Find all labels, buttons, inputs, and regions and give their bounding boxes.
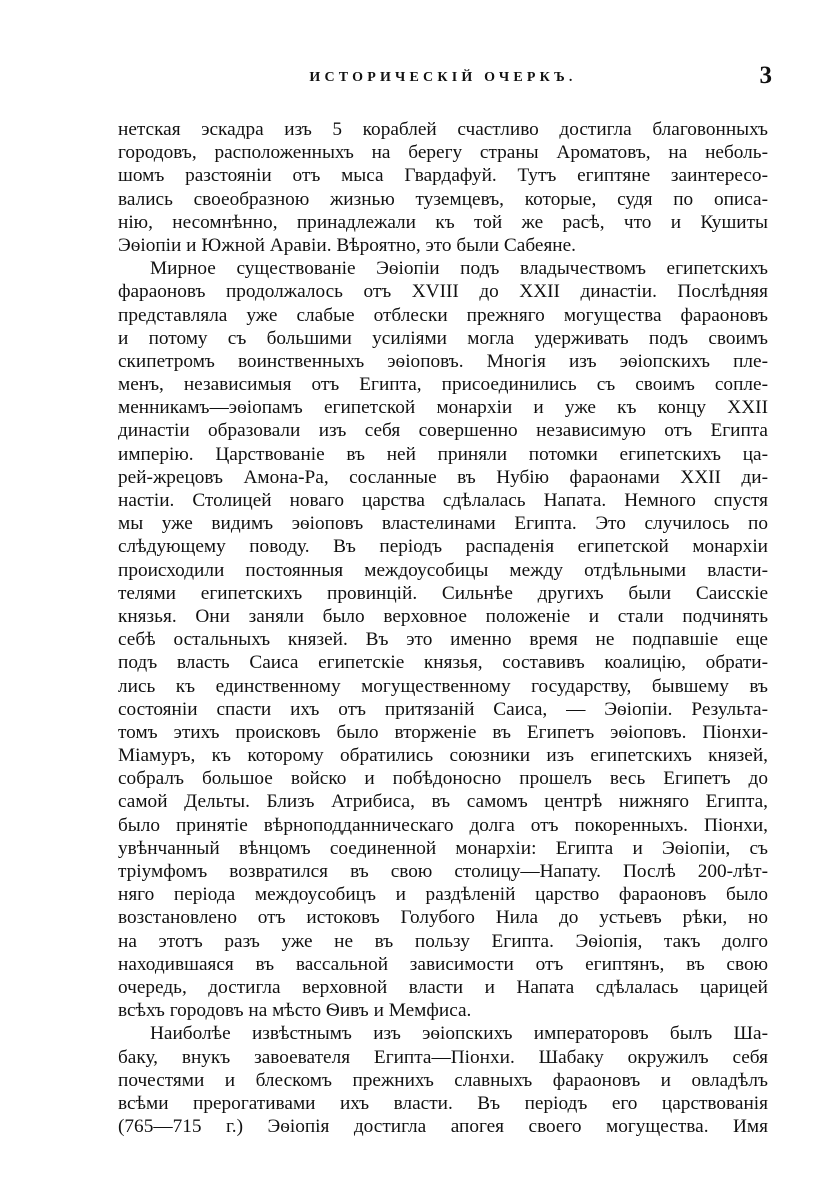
- text-line: тріумфомъ возвратился въ свою столицу—Напату. Послѣ 200-лѣт-: [118, 861, 768, 882]
- text-line: возстановлено отъ истоковъ Голубого Нила до устьевъ рѣки, но: [118, 907, 768, 929]
- text-line: лись къ единственному могущественному государству, бывшему въ: [118, 675, 768, 697]
- text-line: всѣхъ городовъ на мѣсто Ѳивъ и Мемфиса.: [118, 1000, 472, 1022]
- text-line: баку, внукъ завоевателя Египта—Піонхи. Шабаку окружилъ себя: [118, 1046, 768, 1068]
- page-header: [118, 62, 772, 98]
- body-text: [118, 118, 768, 1138]
- text-line: почестями и блескомъ прежнихъ славныхъ фараоновъ и овладѣлъ: [118, 1069, 768, 1091]
- text-line: рей-жрецовъ Амона-Ра, сосланные въ Нубію фараонами XXII ди-: [118, 466, 768, 488]
- text-line: нію, несомнѣнно, принадлежали къ той же расѣ, что и Кушиты: [118, 211, 768, 233]
- text-line: вались своеобразною жизнью туземцевъ, которые, судя по описа-: [118, 188, 768, 210]
- text-line: очередь, достигла верховной власти и Напата сдѣлалась царицей: [118, 976, 768, 998]
- text-line: менъ, независимыя отъ Египта, присоединились съ своимъ сопле-: [118, 374, 768, 396]
- text-line: представляла уже слабые отблески прежняго могущества фараоновъ: [118, 304, 768, 326]
- text-line: было принятіе вѣрноподданническаго долга отъ покоренныхъ. Піонхи,: [118, 814, 768, 836]
- text-line: на этотъ разъ уже не въ пользу Египта. Эѳіопія, такъ долго: [118, 930, 768, 952]
- text-line: собралъ большое войско и побѣдоносно прошелъ весь Египетъ до: [118, 768, 768, 790]
- text-line: Эѳіопіи и Южной Аравіи. Вѣроятно, это были Сабеяне.: [118, 234, 577, 256]
- text-line: подъ власть Саиса египетскіе князья, составивъ коалицію, обрати-: [118, 652, 768, 674]
- text-line: няго періода междоусобицъ и раздѣленій царство фараоновъ было: [118, 884, 768, 906]
- page-number: 3: [759, 62, 772, 89]
- text-line: фараоновъ продолжалось отъ XVIII до XXII династіи. Послѣдняя: [118, 281, 768, 303]
- text-line: настіи. Столицей новаго царства сдѣлалась Напата. Немного спустя: [118, 490, 768, 511]
- text-line: князья. Они заняли было верховное положеніе и стали подчинять: [118, 605, 768, 627]
- text-line: телями египетскихъ провинцій. Сильнѣе другихъ были Саисскіе: [118, 582, 768, 604]
- text-line: нетская эскадра изъ 5 кораблей счастливо достигла благовонныхъ: [118, 119, 768, 140]
- text-line: мы уже видимъ эѳіоповъ властелинами Египта. Это случилось по: [118, 513, 768, 535]
- text-line: слѣдующему поводу. Въ періодъ распаденія египетской монархіи: [118, 536, 768, 558]
- text-line: Мирное существованіе Эѳіопіи подъ владычествомъ египетскихъ: [150, 258, 768, 280]
- text-line: имперію. Царствованіе въ ней приняли потомки египетскихъ ца-: [118, 443, 768, 465]
- text-line: происходили постоянныя междоусобицы между отдѣльными власти-: [118, 559, 768, 581]
- text-line: Наиболѣе извѣстнымъ изъ эѳіопскихъ императоровъ былъ Ша-: [150, 1023, 768, 1045]
- text-line: шомъ разстояніи отъ мыса Гвардафуй. Тутъ египтяне заинтересо-: [118, 165, 768, 187]
- text-line: себѣ остальныхъ князей. Въ это именно время не подпавшіе еще: [118, 629, 768, 651]
- text-line: скипетромъ воинственныхъ эѳіоповъ. Многія изъ эѳіопскихъ пле-: [118, 350, 768, 372]
- text-line: и потому съ большими усиліями могла удерживать подъ своимъ: [118, 327, 768, 349]
- text-line: Міамуръ, къ которому обратились союзники изъ египетскихъ князей,: [118, 745, 768, 767]
- text-line: самой Дельты. Близъ Атрибиса, въ самомъ центрѣ нижняго Египта,: [118, 791, 768, 813]
- text-line: всѣми прерогативами ихъ власти. Въ періодъ его царствованія: [118, 1092, 768, 1114]
- text-line: (765—715 г.) Эѳіопія достигла апогея своего могущества. Имя: [118, 1116, 768, 1138]
- running-title: ИСТОРИЧЕСКІЙ ОЧЕРКЪ.: [309, 70, 577, 85]
- text-line: династіи образовали изъ себя совершенно независимую отъ Египта: [118, 420, 768, 442]
- text-line: состояніи спасти ихъ отъ притязаній Саиса, — Эѳіопіи. Результа-: [118, 698, 768, 720]
- text-line: томъ этихъ происковъ было вторженіе въ Египетъ эѳіоповъ. Піонхи-: [118, 721, 768, 743]
- text-line: городовъ, расположенныхъ на берегу страны Ароматовъ, на неболь-: [118, 142, 768, 164]
- text-line: находившаяся въ вассальной зависимости отъ египтянъ, въ свою: [118, 953, 768, 975]
- text-line: увѣнчанный вѣнцомъ соединенной монархіи: Египта и Эѳіопіи, съ: [118, 837, 768, 859]
- text-line: менникамъ—эѳіопамъ египетской монархіи и уже къ концу XXII: [118, 397, 768, 419]
